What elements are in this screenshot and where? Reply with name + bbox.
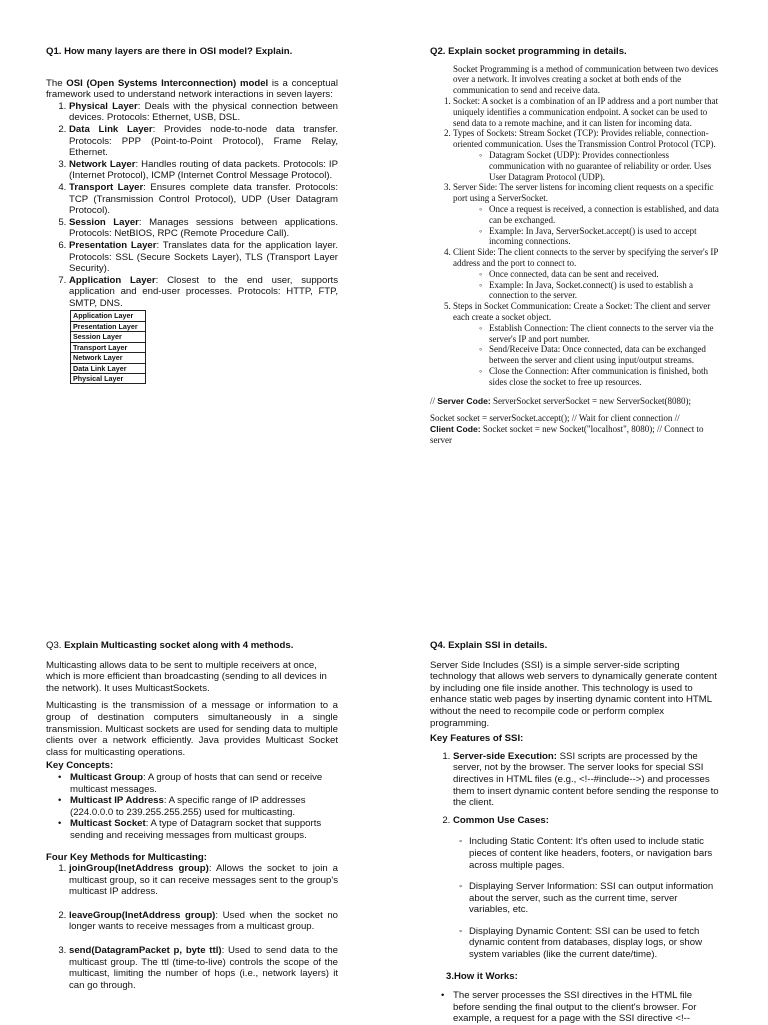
q1-title: Q1. How many layers are there in OSI model? Explain. <box>46 46 293 57</box>
feature-list <box>430 751 720 961</box>
concept-list <box>46 772 338 842</box>
sub-item: ◦ Example: In Java, Socket.connect() is used to establish a connection to the server. <box>489 280 722 302</box>
list-item: 3. Server Side: The server listens for incoming client requests on a specific port using a ServerSocket. ◦ Once a request is received, a connection is established, and data can be exchanged. ◦ Example: In Java, ServerSocket.accept() is used to accept incoming connections. <box>453 182 722 247</box>
list-item: 1. joinGroup(InetAddress group): Allows the socket to join a multicast group, so it can receive messages sent to the group's multicast IP address. <box>69 863 338 898</box>
stack-cell: Presentation Layer <box>71 321 146 331</box>
socket-list <box>430 96 722 388</box>
stack-cell: Application Layer <box>71 311 146 321</box>
list-item: 1. Server-side Execution: SSI scripts are processed by the server, not by the browser. The server looks for special SSI directives in HTML files (e.g., <!--#include-->) and processes them to insert dynamic content before sending the response to the client. <box>453 751 720 809</box>
methods-heading: Four Key Methods for Multicasting: <box>46 851 207 863</box>
q1-section <box>46 46 338 384</box>
stack-cell: Transport Layer <box>71 342 146 352</box>
sub-item: ◦ Once connected, data can be sent and received. <box>489 269 722 280</box>
sub-item: ◦ Once a request is received, a connection is established, and data can be exchanged. <box>489 204 722 226</box>
key-features-heading: Key Features of SSI: <box>430 733 524 745</box>
q2-intro: Socket Programming is a method of communication between two devices over a network. It involves creating a socket at both ends of the communication to send and receive data. <box>453 63 719 96</box>
sub-item: ◦ Example: In Java, ServerSocket.accept() is used to accept incoming connections. <box>489 226 722 248</box>
how-list <box>430 990 720 1025</box>
list-item: 4. Transport Layer: Ensures complete data transfer. Protocols: TCP (Transmission Control Protocol), UDP (User Datagram Protocol). <box>69 182 338 217</box>
osi-stack-table <box>70 310 146 384</box>
sub-item: ◦ Send/Receive Data: Once connected, data can be exchanged between the server and client using input/output streams. <box>489 344 722 366</box>
list-item: • Multicast IP Address: A specific range of IP addresses (224.0.0.0 to 239.255.255.255) used for multicasting. <box>70 795 338 818</box>
stack-cell: Data Link Layer <box>71 363 146 373</box>
q1-intro: The OSI (Open Systems Interconnection) model is a conceptual framework used to understand network interactions in seven layers: <box>46 77 338 101</box>
list-item: 1. Socket: A socket is a combination of an IP address and a port number that uniquely identifies a communication endpoint. A socket can be used to send data to a remote machine, and it can listen for incoming data. <box>453 96 722 128</box>
q3-title: Q3. Explain Multicasting socket along with 4 methods. <box>46 640 294 651</box>
key-concepts-heading: Key Concepts: <box>46 760 114 772</box>
q3-para-1: Multicasting allows data to be sent to multiple receivers at once, which is more efficient than broadcasting (sending to all devices in the network). It uses MulticastSockets. <box>46 659 327 694</box>
list-item: 6. Presentation Layer: Translates data for the application layer. Protocols: SSL (Secure Sockets Layer), TLS (Transport Layer Security). <box>69 240 338 275</box>
list-item: 4. Client Side: The client connects to the server by specifying the server's IP address and the port to connect to. ◦ Once connected, data can be sent and received. ◦ Example: In Java, Socket.connect() is used to establish a connection to the server. <box>453 247 722 301</box>
list-item: 2. Types of Sockets: Stream Socket (TCP): Provides reliable, connection-oriented communication. Uses the Transmission Control Protocol (TCP). ◦ Datagram Socket (UDP): Provides connectionless communication with no guarantee of reliability or order. Uses User Datagram Protocol (UDP). <box>453 128 722 182</box>
list-item: • Multicast Socket: A type of Datagram socket that supports sending and receiving messages from multicast groups. <box>70 818 338 841</box>
stack-cell: Network Layer <box>71 353 146 363</box>
sub-item: ◦ Establish Connection: The client connects to the server via the server's IP and port number. <box>489 323 722 345</box>
q2-title: Q2. Explain socket programming in details. <box>430 46 627 57</box>
list-item: 7. Application Layer: Closest to the end user, supports application and end-user processes. Protocols: HTTP, FTP, SMTP, DNS. <box>69 275 338 310</box>
list-item: • The server processes the SSI directives in the HTML file before sending the final output to the client's browser. For example, a request for a page with the SSI directive <!-- <box>453 990 720 1025</box>
q4-section <box>430 640 720 1025</box>
q4-title: Q4. Explain SSI in details. <box>430 640 548 651</box>
list-item: 5. Session Layer: Manages sessions between applications. Protocols: NetBIOS, RPC (Remote Procedure Call). <box>69 217 338 240</box>
list-item: 2. Data Link Layer: Provides node-to-node data transfer. Protocols: PPP (Point-to-Point Protocol), Frame Relay, Ethernet. <box>69 124 338 159</box>
sub-item: ◦ Including Static Content: It's often used to include static pieces of content like headers, footers, or navigation bars across multiple pages. <box>469 836 720 871</box>
list-item: 3. send(DatagramPacket p, byte ttl): Used to send data to the multicast group. The ttl (time-to-live) controls the scope of the multicast, limiting the number of hops (i.e., network layers) it can go through. <box>69 945 338 991</box>
sub-item: ◦ Datagram Socket (UDP): Provides connectionless communication with no guarantee of reliability or order. Uses User Datagram Protocol (UDP). <box>489 150 722 182</box>
stack-cell: Session Layer <box>71 332 146 342</box>
sub-item: ◦ Close the Connection: After communication is finished, both sides close the socket to free up resources. <box>489 366 722 388</box>
stack-cell: Physical Layer <box>71 373 146 383</box>
q2-section <box>430 46 722 446</box>
sub-item: ◦ Displaying Dynamic Content: SSI can be used to fetch dynamic content from databases, display logs, or show system variables (like the current date/time). <box>469 926 720 961</box>
client-code: Socket socket = serverSocket.accept(); // Wait for client connection // Client Code: Socket socket = new Socket("localhost", 8080); // Connect to server <box>430 413 704 446</box>
server-code: // Server Code: ServerSocket serverSocket = new ServerSocket(8080); <box>430 395 692 406</box>
list-item: 1. Physical Layer: Deals with the physical connection between devices. Protocols: Ethernet, USB, DSL. <box>69 101 338 124</box>
list-item: 3. Network Layer: Handles routing of data packets. Protocols: IP (Internet Protocol), ICMP (Internet Control Message Protocol). <box>69 159 338 182</box>
q4-intro: Server Side Includes (SSI) is a simple server-side scripting technology that allows web servers to dynamically generate content by including one file inside another. This technology is used to enhance static web pages by inserting dynamic content into HTML without the need to recompile code or perform complex programming. <box>430 659 717 729</box>
list-item: 2. leaveGroup(InetAddress group): Used when the socket no longer wants to receive messages from a multicast group. <box>69 910 338 933</box>
osi-layer-list <box>46 101 338 310</box>
q3-section <box>46 640 338 1003</box>
list-item: • Multicast Group: A group of hosts that can send or receive multicast messages. <box>70 772 338 795</box>
q3-para-2: Multicasting is the transmission of a message or information to a group of destination computers simultaneously in a single transmission. Multicast sockets are used for sending data to multiple clients over a network efficiently. Java provides Multicast Socket class for multicasting operations. <box>46 700 338 758</box>
list-item: 5. Steps in Socket Communication: Create a Socket: The client and server each create a socket object. ◦ Establish Connection: The client connects to the server via the server's IP and port number. ◦ Send/Receive Data: Once connected, data can be exchanged between the server and client using input/output streams. ◦ Close the Connection: After communication is finished, both sides close the socket to free up resources. <box>453 301 722 387</box>
how-it-works-heading: 3.How it Works: <box>446 970 518 982</box>
method-list <box>46 863 338 991</box>
list-item: 2. Common Use Cases: ◦ Including Static Content: It's often used to include static pieces of content like headers, footers, or navigation bars across multiple pages. ◦ Displaying Server Information: SSI can output information about the server, such as the current time, server variables, etc. ◦ Displaying Dynamic Content: SSI can be used to fetch dynamic content from databases, display logs, or show system variables (like the current date/time). <box>453 815 720 961</box>
sub-item: ◦ Displaying Server Information: SSI can output information about the server, such as the current time, server variables, etc. <box>469 881 720 916</box>
